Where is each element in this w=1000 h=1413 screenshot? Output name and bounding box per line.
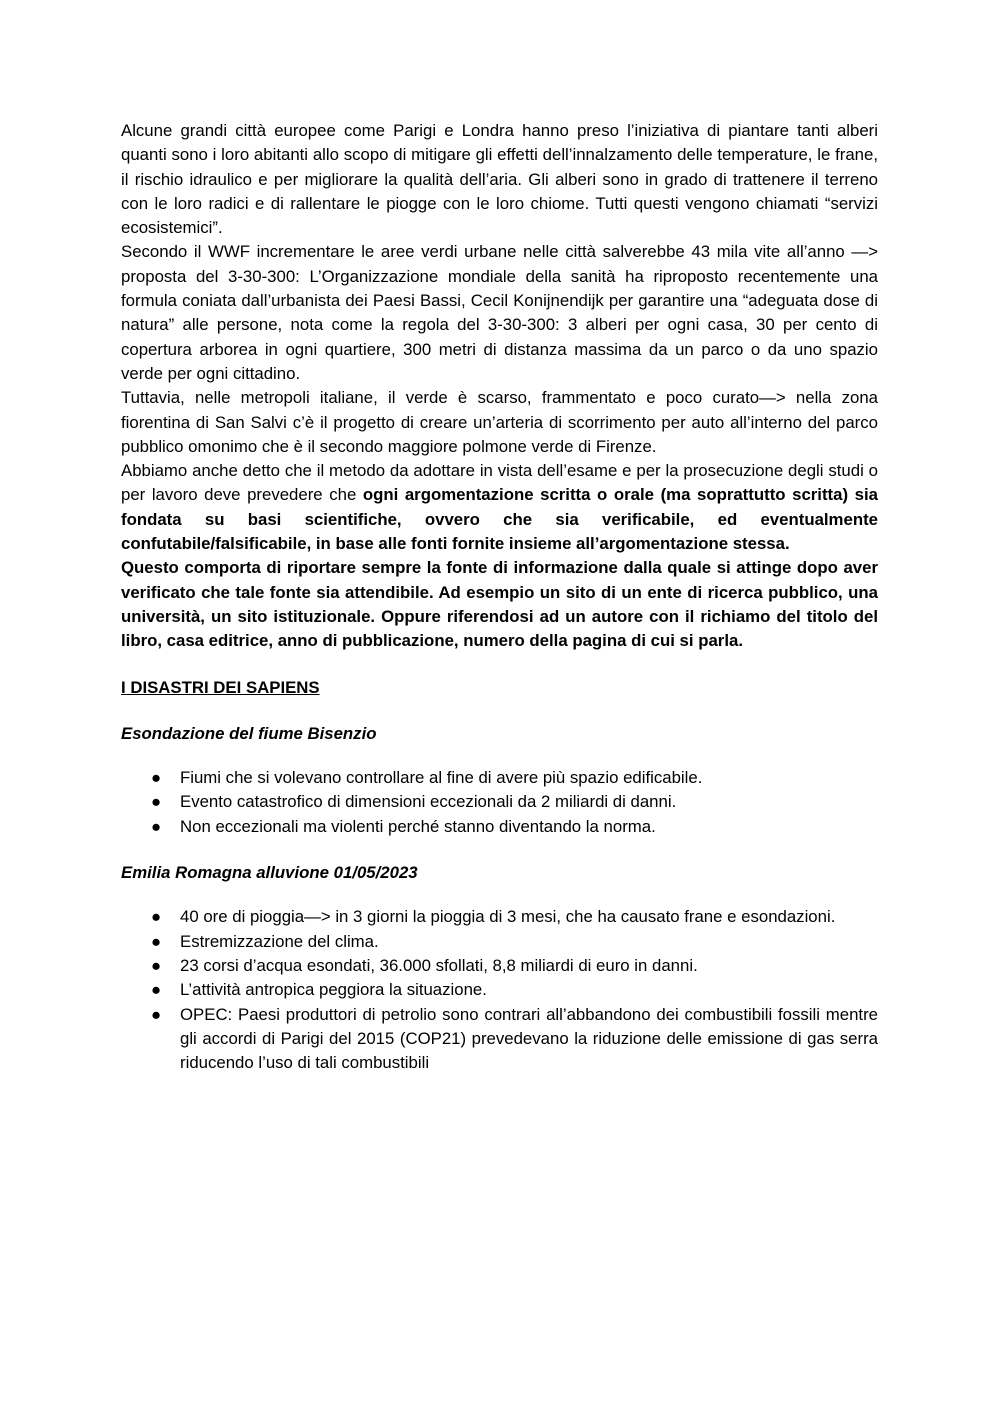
list-item [121,766,878,790]
list-item [121,815,878,839]
list-bisenzio [121,766,878,839]
list-item [121,905,878,929]
bullet-icon: ● [151,907,162,927]
list-item [121,790,878,814]
paragraph-metodo-bold: ogni argomentazione scritta o orale (ma soprattutto scritta) sia fondata su basi scientifiche, ovvero che sia verificabile, ed eventualmente confutabile/falsificabile, in base alle fonti fornite insieme all’argomentazione stessa. [121,485,878,554]
list-item-text: L’attività antropica peggiora la situazione. [180,980,487,1000]
paragraph-alberi-citta: Alcune grandi città europee come Parigi e Londra hanno preso l’iniziativa di piantare tanti alberi quanti sono i loro abitanti allo scopo di mitigare gli effetti dell’innalzamento delle temperature, le frane, il rischio idraulico e per migliorare la qualità dell’aria. Gli alberi sono in grado di trattenere il terreno con le loro radici e di rallentare le piogge con le loro chiome. Tutti questi vengono chiamati “servizi ecosistemici”. [121,121,878,238]
list-item [121,954,878,978]
list-item [121,978,878,1002]
section-heading-disastri: I DISASTRI DEI SAPIENS [121,677,320,697]
bullet-icon: ● [151,955,162,975]
list-item [121,1003,878,1076]
paragraph-fonti: Questo comporta di riportare sempre la fonte di informazione dalla quale si attinge dopo aver verificato che tale fonte sia attendibile. Ad esempio un sito di un ente di ricerca pubblico, una università, un sito istituzionale. Oppure riferendosi ad un autore con il richiamo del titolo del libro, casa editrice, anno di pubblicazione, numero della pagina di cui si parla. [121,558,878,651]
paragraph-metropoli-italiane: Tuttavia, nelle metropoli italiane, il verde è scarso, frammentato e poco curato—> nella zona fiorentina di San Salvi c’è il progetto di creare un’arteria di scorrimento per auto all’interno del parco pubblico omonimo che è il secondo maggiore polmone verde di Firenze. [121,388,878,456]
bullet-icon: ● [151,980,162,1000]
bullet-icon: ● [151,816,162,836]
bullet-icon: ● [151,1004,162,1024]
list-item-text: OPEC: Paesi produttori di petrolio sono contrari all’abbandono dei combustibili fossili mentre gli accordi di Parigi del 2015 (COP21) prevedevano la riduzione delle emissione di gas serra riducendo l’uso di tali combustibili [180,1004,878,1073]
list-emilia [121,905,878,1075]
list-item-text: Fiumi che si volevano controllare al fine di avere più spazio edificabile. [180,768,703,788]
bullet-icon: ● [151,792,162,812]
bullet-icon: ● [151,768,162,788]
list-item [121,930,878,954]
list-item-text: Non eccezionali ma violenti perché stanno diventando la norma. [180,816,656,836]
subheading-emilia: Emilia Romagna alluvione 01/05/2023 [121,863,418,883]
paragraph-wwf-3-30-300: Secondo il WWF incrementare le aree verdi urbane nelle città salverebbe 43 mila vite all’anno —> proposta del 3-30-300: L’Organizzazione mondiale della sanità ha riproposto recentemente una formula coniata dall’urbanista dei Paesi Bassi, Cecil Konijnendijk per garantire una “adeguata dose di natura” alle persone, nota come la regola del 3-30-300: 3 alberi per ogni casa, 30 per cento di copertura arborea in ogni quartiere, 300 metri di distanza massima da un parco o da uno spazio verde per ogni cittadino. [121,242,878,383]
page-content [121,119,878,1075]
list-item-text: 40 ore di pioggia—> in 3 giorni la pioggia di 3 mesi, che ha causato frane e esondazioni. [180,907,836,927]
paragraph-metodo [121,459,878,556]
list-item-text: 23 corsi d’acqua esondati, 36.000 sfollati, 8,8 miliardi di euro in danni. [180,955,698,975]
subheading-bisenzio: Esondazione del fiume Bisenzio [121,723,377,743]
bullet-icon: ● [151,931,162,951]
list-item-text: Estremizzazione del clima. [180,931,379,951]
list-item-text: Evento catastrofico di dimensioni eccezionali da 2 miliardi di danni. [180,792,677,812]
paragraph-metodo-intro: Abbiamo anche detto che il metodo da adottare in vista dell’esame e per la prosecuzione degli studi o per lavoro deve prevedere che [121,461,878,505]
